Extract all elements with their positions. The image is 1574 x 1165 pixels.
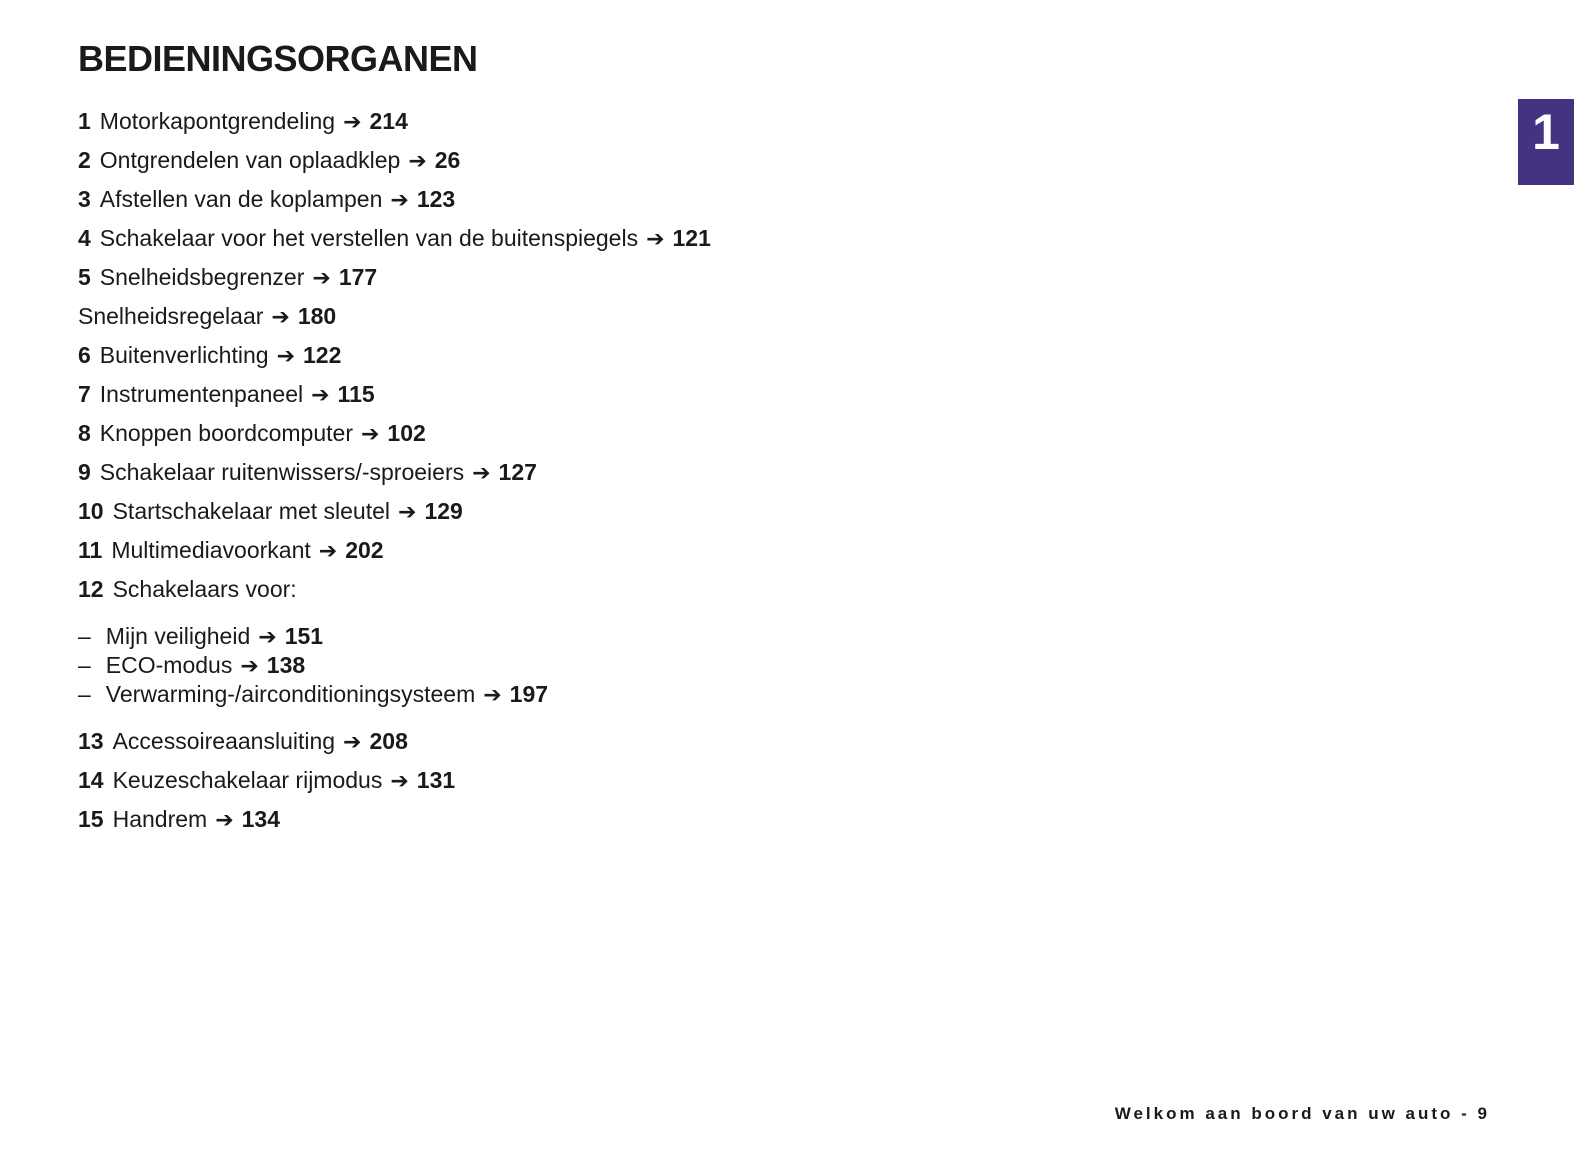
- jump-arrow-icon: ➔: [271, 305, 290, 330]
- list-item: [78, 461, 1178, 485]
- jump-arrow-icon: ➔: [312, 266, 331, 291]
- jump-arrow-icon: ➔: [360, 422, 380, 447]
- item-label: Schakelaars voor:: [112, 576, 297, 602]
- item-label: Keuzeschakelaar rijmodus: [112, 767, 383, 793]
- controls-list: [78, 110, 1178, 847]
- item-label: ECO-modus: [105, 652, 233, 678]
- jump-arrow-icon: ➔: [276, 344, 295, 369]
- list-item: [78, 188, 1178, 212]
- item-label: Knoppen boordcomputer: [99, 420, 353, 446]
- jump-arrow-icon: ➔: [483, 683, 502, 708]
- jump-arrow-icon: ➔: [390, 769, 409, 794]
- page-reference: 214: [369, 108, 408, 134]
- list-item: [78, 383, 1178, 407]
- jump-arrow-icon: ➔: [398, 500, 417, 525]
- chapter-tab: [1518, 99, 1574, 185]
- list-item: [78, 422, 1178, 446]
- page-reference: 123: [416, 186, 456, 212]
- list-item: [78, 769, 1178, 793]
- page-reference: 202: [345, 537, 384, 563]
- item-number: 11: [78, 537, 103, 563]
- sub-list-item: [78, 654, 1178, 678]
- item-number: 9: [78, 459, 91, 485]
- page-reference: 102: [387, 420, 426, 446]
- item-label: Multimediavoorkant: [111, 537, 311, 563]
- jump-arrow-icon: ➔: [646, 227, 665, 252]
- page-reference: 138: [266, 652, 306, 678]
- item-label: Mijn veiligheid: [105, 623, 251, 649]
- jump-arrow-icon: ➔: [472, 461, 491, 486]
- jump-arrow-icon: ➔: [343, 730, 362, 755]
- item-number: 14: [78, 767, 104, 793]
- page-reference: 131: [416, 767, 456, 793]
- list-item: [78, 227, 1178, 251]
- item-label: Instrumentenpaneel: [99, 381, 304, 407]
- item-label: Accessoireaansluiting: [112, 728, 336, 754]
- jump-arrow-icon: ➔: [390, 188, 409, 213]
- page-reference: 121: [672, 225, 711, 251]
- list-item: [78, 500, 1178, 524]
- item-label: Snelheidsregelaar: [78, 303, 264, 329]
- item-number: 10: [78, 498, 104, 524]
- item-number: 7: [78, 381, 91, 407]
- item-label: Schakelaar voor het verstellen van de buitenspiegels: [99, 225, 639, 251]
- list-item: [78, 808, 1178, 832]
- sub-list-item: [78, 683, 1178, 707]
- item-number: 1: [78, 108, 91, 134]
- jump-arrow-icon: ➔: [408, 149, 427, 174]
- item-label: Schakelaar ruitenwissers/-sproeiers: [99, 459, 465, 485]
- list-item: [78, 149, 1178, 173]
- item-number: 8: [78, 420, 91, 446]
- item-label: Afstellen van de koplampen: [99, 186, 383, 212]
- page-reference: 151: [284, 623, 324, 649]
- item-label: Handrem: [112, 806, 208, 832]
- item-label: Startschakelaar met sleutel: [112, 498, 390, 524]
- item-label: Motorkapontgrendeling: [99, 108, 336, 134]
- page-reference: 180: [297, 303, 337, 329]
- page-title: BEDIENINGSORGANEN: [78, 38, 478, 79]
- item-number: 15: [78, 806, 104, 832]
- list-item: [78, 305, 1178, 329]
- page-reference: 127: [498, 459, 537, 485]
- jump-arrow-icon: ➔: [215, 808, 234, 833]
- item-label: Buitenverlichting: [99, 342, 269, 368]
- list-item: [78, 578, 1178, 601]
- chapter-number: 1: [1532, 104, 1560, 160]
- item-number: 2: [78, 147, 91, 173]
- page-reference: 129: [424, 498, 463, 524]
- jump-arrow-icon: ➔: [311, 383, 330, 408]
- page-footer: Welkom aan boord van uw auto - 9: [1114, 1104, 1490, 1123]
- dash-bullet: –: [78, 652, 91, 678]
- jump-arrow-icon: ➔: [258, 625, 277, 650]
- page-reference: 122: [303, 342, 342, 368]
- dash-bullet: –: [78, 623, 91, 649]
- sub-list-item: [78, 625, 1178, 649]
- jump-arrow-icon: ➔: [318, 539, 338, 564]
- item-number: 5: [78, 264, 91, 290]
- jump-arrow-icon: ➔: [343, 110, 362, 135]
- list-item: [78, 730, 1178, 754]
- page-reference: 197: [509, 681, 549, 707]
- item-number: 12: [78, 576, 104, 602]
- item-number: 3: [78, 186, 91, 212]
- item-number: 4: [78, 225, 91, 251]
- list-item: [78, 344, 1178, 368]
- jump-arrow-icon: ➔: [240, 654, 259, 679]
- item-label: Snelheidsbegrenzer: [99, 264, 305, 290]
- item-label: Ontgrendelen van oplaadklep: [99, 147, 401, 173]
- page-reference: 26: [434, 147, 461, 173]
- item-number: 13: [78, 728, 104, 754]
- item-number: 6: [78, 342, 91, 368]
- dash-bullet: –: [78, 681, 91, 707]
- page-reference: 208: [369, 728, 408, 754]
- page-reference: 115: [337, 381, 375, 407]
- list-item: [78, 539, 1178, 563]
- page-reference: 177: [338, 264, 378, 290]
- list-item: [78, 110, 1178, 134]
- list-item: [78, 266, 1178, 290]
- page-reference: 134: [241, 806, 281, 832]
- item-label: Verwarming-/airconditioningsysteem: [105, 681, 476, 707]
